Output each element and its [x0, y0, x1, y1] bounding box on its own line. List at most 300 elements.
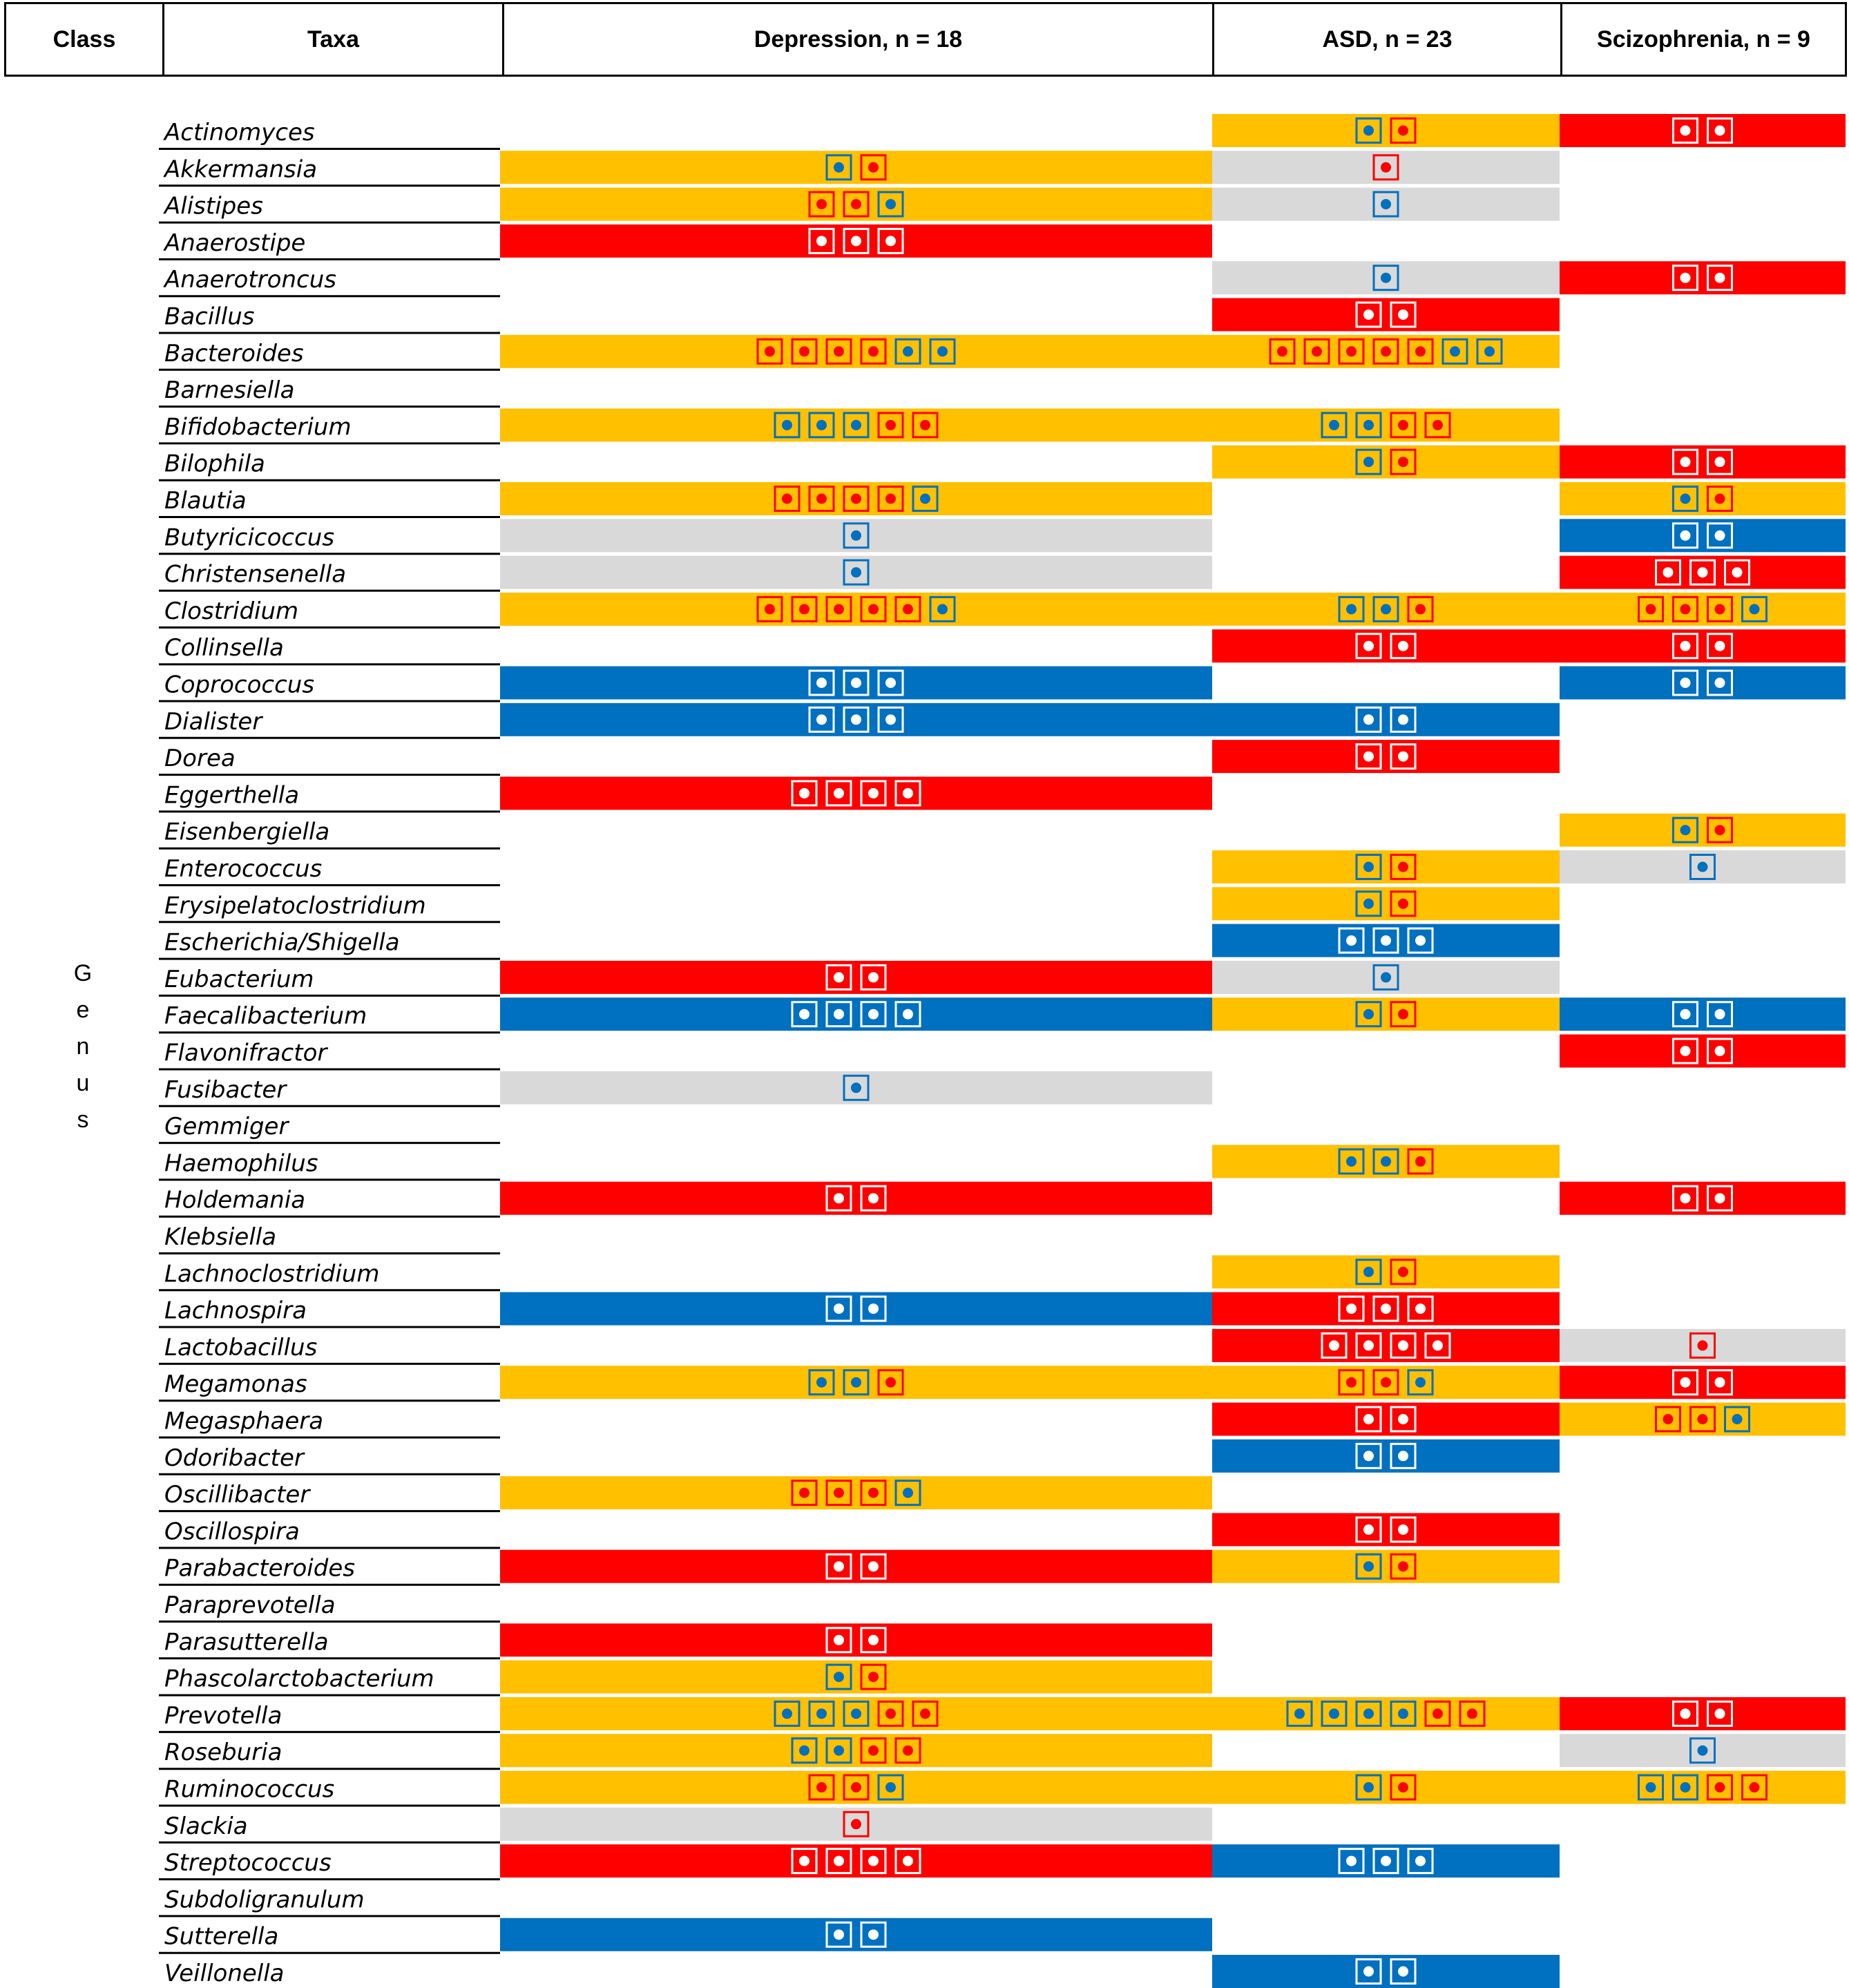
table-row [159, 1255, 1560, 1290]
table-row [159, 1182, 1846, 1217]
taxon-label: Parasutterella [164, 1628, 329, 1656]
taxon-label: Bacteroides [164, 339, 304, 367]
increase-marker-dot [903, 604, 913, 614]
taxon-label: Holdemania [164, 1186, 306, 1214]
decrease-marker-dot [1363, 1561, 1374, 1571]
cell-band [1212, 1771, 1560, 1804]
increase-marker-dot [868, 1635, 879, 1645]
decrease-marker-dot [1329, 1708, 1339, 1719]
taxon-label: Lachnoclostridium [164, 1260, 380, 1288]
table-row [159, 335, 1560, 370]
decrease-marker-dot [1381, 935, 1391, 946]
taxon-label: Odoribacter [164, 1444, 304, 1472]
table-row [159, 1808, 1212, 1843]
decrease-marker-dot [799, 1009, 809, 1020]
decrease-marker-dot [885, 199, 896, 209]
decrease-marker-dot [834, 1746, 844, 1756]
decrease-marker-dot [937, 346, 948, 356]
cell-band [1212, 298, 1560, 332]
cell-band [1212, 1403, 1560, 1436]
decrease-marker-dot [885, 678, 896, 688]
increase-marker-dot [799, 604, 809, 614]
table-row [159, 1145, 1560, 1180]
table-row [159, 1592, 500, 1622]
increase-marker-dot [1363, 641, 1374, 651]
increase-marker-dot [1346, 1303, 1357, 1314]
increase-marker-dot [1467, 1708, 1477, 1719]
table-row [159, 667, 1846, 702]
cell-band [1560, 446, 1846, 479]
increase-marker-dot [799, 788, 809, 799]
taxon-label: Eisenbergiella [164, 818, 330, 846]
decrease-marker-dot [851, 678, 861, 688]
decrease-marker-dot [1363, 714, 1374, 725]
cell-band [1560, 593, 1846, 626]
decrease-marker-dot [834, 1672, 844, 1682]
increase-marker-dot [1398, 309, 1408, 320]
increase-marker-dot [1381, 346, 1391, 356]
increase-marker-dot [1398, 126, 1408, 136]
decrease-marker-dot [1381, 199, 1391, 209]
decrease-marker-dot [1398, 1451, 1408, 1461]
cell-band [500, 1844, 1212, 1877]
cell-band [1212, 1513, 1560, 1546]
increase-marker-dot [1346, 1377, 1357, 1388]
decrease-marker-dot [1381, 1156, 1391, 1167]
increase-marker-dot [903, 788, 913, 799]
increase-marker-dot [1398, 1414, 1408, 1424]
decrease-marker-dot [851, 531, 861, 541]
increase-marker-dot [885, 494, 896, 504]
increase-marker-dot [1363, 1340, 1374, 1350]
increase-marker-dot [1680, 641, 1691, 651]
increase-marker-dot [868, 346, 879, 356]
increase-marker-dot [1715, 273, 1725, 283]
decrease-marker-dot [1363, 420, 1374, 430]
increase-marker-dot [834, 346, 844, 356]
increase-marker-dot [1433, 420, 1443, 430]
cell-band [500, 961, 1212, 994]
increase-marker-dot [799, 346, 809, 356]
increase-marker-dot [885, 1377, 896, 1388]
increase-marker-dot [1398, 1267, 1408, 1277]
taxon-label: Christensenella [164, 560, 347, 589]
decrease-marker-dot [1381, 972, 1391, 982]
taxon-label: Blautia [164, 487, 247, 515]
increase-marker-dot [1398, 752, 1408, 762]
increase-marker-dot [834, 972, 844, 982]
table-row [159, 519, 1846, 554]
decrease-marker-dot [1346, 1856, 1357, 1866]
table-row [159, 376, 500, 407]
increase-marker-dot [1663, 567, 1674, 577]
table-row [159, 1476, 1212, 1511]
decrease-marker-dot [1363, 899, 1374, 909]
increase-marker-dot [1715, 825, 1725, 835]
class-label-letter: s [77, 1107, 89, 1133]
cell-band [500, 1661, 1212, 1694]
header-taxa: Taxa [162, 4, 502, 75]
increase-marker-dot [1363, 1525, 1374, 1535]
cell-band [1560, 482, 1846, 515]
decrease-marker-dot [1346, 1156, 1357, 1167]
taxon-label: Megamonas [164, 1370, 307, 1399]
increase-marker-dot [1715, 1708, 1725, 1719]
decrease-marker-dot [1381, 604, 1391, 614]
decrease-marker-dot [1680, 531, 1691, 541]
cell-band [500, 1734, 1212, 1767]
cell-band [1212, 703, 1560, 736]
decrease-marker-dot [1680, 825, 1691, 835]
increase-marker-dot [1381, 1303, 1391, 1314]
cell-band [1212, 1329, 1560, 1362]
table-row [159, 261, 1846, 296]
table-row [159, 1734, 1846, 1769]
taxon-label: Eggerthella [164, 781, 300, 810]
increase-marker-dot [1381, 162, 1391, 173]
increase-marker-dot [1398, 457, 1408, 467]
increase-marker-dot [1433, 1340, 1443, 1350]
increase-marker-dot [1398, 1009, 1408, 1020]
table-row [159, 1513, 1560, 1548]
increase-marker-dot [1750, 1782, 1760, 1793]
increase-marker-dot [868, 788, 879, 799]
taxon-label: Haemophilus [164, 1149, 318, 1178]
increase-marker-dot [799, 1488, 809, 1498]
decrease-marker-dot [1715, 531, 1725, 541]
cell-band [1560, 997, 1846, 1031]
decrease-marker-dot [903, 1488, 913, 1498]
taxon-label: Anaerotroncus [164, 266, 336, 294]
cell-band [1560, 667, 1846, 700]
table-row [159, 703, 1560, 738]
increase-marker-dot [1415, 1156, 1426, 1167]
decrease-marker-dot [1698, 862, 1708, 872]
taxon-label: Fusibacter [164, 1076, 287, 1104]
decrease-marker-dot [937, 604, 948, 614]
decrease-marker-dot [903, 1009, 913, 1020]
decrease-marker-dot [1381, 1856, 1391, 1866]
taxon-label: Subdoligranulum [164, 1886, 365, 1914]
cell-band [500, 997, 1212, 1031]
increase-marker-dot [782, 494, 792, 504]
increase-marker-dot [885, 236, 896, 246]
decrease-marker-dot [920, 494, 930, 504]
taxon-label: Parabacteroides [164, 1554, 355, 1583]
decrease-marker-dot [1363, 1708, 1374, 1719]
increase-marker-dot [1698, 1414, 1708, 1424]
taxon-label: Bacillus [164, 303, 255, 331]
taxon-label: Erysipelatoclostridium [164, 892, 426, 920]
cell-band [1560, 1697, 1846, 1730]
increase-marker-dot [1680, 126, 1691, 136]
increase-marker-dot [1363, 1414, 1374, 1424]
increase-marker-dot [1398, 1525, 1408, 1535]
cell-band [1212, 1255, 1560, 1288]
class-label-letter: u [76, 1070, 90, 1096]
cell-band [1212, 629, 1560, 662]
taxon-label: Faecalibacterium [164, 1002, 367, 1031]
table-row [159, 446, 1846, 481]
table-row [159, 1329, 1846, 1364]
decrease-marker-dot [1680, 1782, 1691, 1793]
increase-marker-dot [1329, 1340, 1339, 1350]
increase-marker-dot [868, 1856, 879, 1866]
increase-marker-dot [816, 494, 827, 504]
increase-marker-dot [868, 162, 879, 173]
cell-band [1212, 114, 1560, 147]
header-asd: ASD, n = 23 [1212, 4, 1560, 75]
increase-marker-dot [1415, 1303, 1426, 1314]
table-row [159, 1918, 1212, 1953]
cell-band [1212, 740, 1560, 773]
table-row [159, 408, 1560, 443]
increase-marker-dot [834, 1561, 844, 1571]
increase-marker-dot [1698, 1340, 1708, 1350]
increase-marker-dot [868, 1561, 879, 1571]
increase-marker-dot [1663, 1414, 1674, 1424]
increase-marker-dot [1646, 604, 1656, 614]
taxon-label: Lactobacillus [164, 1333, 318, 1361]
decrease-marker-dot [1363, 1451, 1374, 1461]
taxon-label: Streptococcus [164, 1849, 332, 1877]
decrease-marker-dot [834, 1929, 844, 1940]
decrease-marker-dot [1398, 714, 1408, 725]
table-row [159, 1035, 1846, 1070]
cell-band [1212, 997, 1560, 1031]
decrease-marker-dot [851, 420, 861, 430]
decrease-marker-dot [1363, 126, 1374, 136]
increase-marker-dot [816, 1782, 827, 1793]
increase-marker-dot [1715, 126, 1725, 136]
decrease-marker-dot [851, 1082, 861, 1093]
taxon-label: Dialister [164, 707, 262, 736]
decrease-marker-dot [816, 714, 827, 725]
increase-marker-dot [1715, 604, 1725, 614]
increase-marker-dot [851, 1819, 861, 1829]
increase-marker-dot [868, 1488, 879, 1498]
increase-marker-dot [868, 1672, 879, 1682]
taxon-label: Bilophila [164, 450, 265, 478]
decrease-marker-dot [1732, 1414, 1743, 1424]
table-row [159, 224, 1212, 260]
taxon-label: Eubacterium [164, 965, 314, 993]
increase-marker-dot [851, 199, 861, 209]
decrease-marker-dot [1346, 604, 1357, 614]
table-row [159, 997, 1846, 1033]
decrease-marker-dot [816, 420, 827, 430]
increase-marker-dot [816, 199, 827, 209]
increase-marker-dot [799, 1856, 809, 1866]
increase-marker-dot [1680, 1708, 1691, 1719]
increase-marker-dot [851, 236, 861, 246]
decrease-marker-dot [816, 1708, 827, 1719]
decrease-marker-dot [851, 1377, 861, 1388]
decrease-marker-dot [1680, 1009, 1691, 1020]
cell-band [1212, 850, 1560, 883]
increase-marker-dot [868, 1746, 879, 1756]
increase-marker-dot [851, 1782, 861, 1793]
decrease-marker-dot [1715, 678, 1725, 688]
increase-marker-dot [1415, 604, 1426, 614]
taxon-label: Escherichia/Shigella [164, 928, 400, 957]
increase-marker-dot [903, 1856, 913, 1866]
cell-band [1560, 1771, 1846, 1804]
increase-marker-dot [1680, 457, 1691, 467]
increase-marker-dot [1415, 346, 1426, 356]
taxon-label: Gemmiger [164, 1113, 289, 1141]
table-row [159, 850, 1846, 886]
table-row [159, 961, 1560, 996]
cell-band [500, 1550, 1212, 1583]
taxon-label: Prevotella [164, 1701, 282, 1730]
increase-marker-dot [765, 604, 775, 614]
increase-marker-dot [1433, 1708, 1443, 1719]
decrease-marker-dot [1381, 273, 1391, 283]
taxon-label: Coprococcus [164, 671, 315, 699]
decrease-marker-dot [1363, 457, 1374, 467]
table-row [159, 1113, 500, 1143]
cell-band [500, 151, 1212, 184]
table-row [159, 1550, 1560, 1585]
decrease-marker-dot [1363, 1967, 1374, 1977]
table-row [159, 740, 1560, 775]
cell-band [1212, 1955, 1560, 1988]
class-label-letter: G [73, 960, 93, 986]
cell-band [500, 335, 1212, 368]
taxon-label: Clostridium [164, 597, 299, 625]
cell-band [1560, 1366, 1846, 1399]
table-row [159, 1440, 1560, 1475]
table-row [159, 776, 1212, 812]
decrease-marker-dot [1680, 494, 1691, 504]
increase-marker-dot [1680, 604, 1691, 614]
increase-marker-dot [1715, 641, 1725, 651]
increase-marker-dot [834, 604, 844, 614]
increase-marker-dot [1398, 1782, 1408, 1793]
decrease-marker-dot [1715, 1009, 1725, 1020]
table-row [159, 188, 1560, 223]
decrease-marker-dot [1698, 1746, 1708, 1756]
increase-marker-dot [1680, 273, 1691, 283]
increase-marker-dot [868, 972, 879, 982]
increase-marker-dot [834, 1488, 844, 1498]
increase-marker-dot [1398, 1561, 1408, 1571]
increase-marker-dot [1680, 1193, 1691, 1203]
decrease-marker-dot [1398, 1967, 1408, 1977]
cell-band [1212, 1697, 1560, 1730]
increase-marker-dot [903, 1746, 913, 1756]
taxon-label: Bifidobacterium [164, 413, 352, 441]
decrease-marker-dot [868, 1929, 879, 1940]
increase-marker-dot [1381, 1377, 1391, 1388]
increase-marker-dot [885, 1708, 896, 1719]
decrease-marker-dot [868, 1009, 879, 1020]
cell-band [1212, 1440, 1560, 1473]
decrease-marker-dot [885, 714, 896, 725]
increase-marker-dot [851, 494, 861, 504]
decrease-marker-dot [1363, 862, 1374, 872]
table-row [159, 1661, 1212, 1696]
cell-band [1560, 1182, 1846, 1215]
increase-marker-dot [834, 788, 844, 799]
decrease-marker-dot [816, 1377, 827, 1388]
decrease-marker-dot [834, 162, 844, 173]
decrease-marker-dot [851, 714, 861, 725]
increase-marker-dot [1698, 567, 1708, 577]
decrease-marker-dot [851, 1708, 861, 1719]
cell-band [500, 776, 1212, 810]
cell-band [1560, 261, 1846, 294]
decrease-marker-dot [1329, 420, 1339, 430]
increase-marker-dot [1715, 1193, 1725, 1203]
decrease-marker-dot [1363, 1267, 1374, 1277]
table-row [159, 1223, 500, 1254]
increase-marker-dot [834, 1856, 844, 1866]
decrease-marker-dot [1680, 678, 1691, 688]
table-row [159, 1623, 1212, 1659]
taxon-label: Dorea [164, 745, 236, 773]
decrease-marker-dot [799, 1746, 809, 1756]
table-row [159, 1844, 1560, 1880]
table-row [159, 482, 1846, 517]
table-row [164, 1955, 1560, 1988]
taxon-label: Slackia [164, 1812, 248, 1840]
increase-marker-dot [1398, 1340, 1408, 1350]
taxon-label: Lachnospira [164, 1297, 307, 1325]
decrease-marker-dot [1750, 604, 1760, 614]
increase-marker-dot [816, 236, 827, 246]
table-row [159, 298, 1560, 334]
increase-marker-dot [1363, 752, 1374, 762]
decrease-marker-dot [782, 1708, 792, 1719]
taxon-label: Enterococcus [164, 855, 323, 883]
table-row [159, 1886, 500, 1916]
taxon-label: Megasphaera [164, 1407, 324, 1435]
increase-marker-dot [1312, 346, 1322, 356]
taxon-label: Paraprevotella [164, 1592, 336, 1619]
table-row [159, 887, 1560, 922]
table-row [159, 814, 1846, 849]
increase-marker-dot [1715, 1046, 1725, 1056]
decrease-marker-dot [834, 1303, 844, 1314]
header-class: Class [52, 26, 116, 52]
increase-marker-dot [920, 1708, 930, 1719]
increase-marker-dot [1398, 862, 1408, 872]
increase-marker-dot [834, 1635, 844, 1645]
cell-band [1560, 814, 1846, 847]
table-row [159, 114, 1846, 149]
taxon-label: Roseburia [164, 1739, 282, 1767]
cell-band [500, 1623, 1212, 1656]
taxon-label: Ruminococcus [164, 1775, 335, 1804]
taxon-label: Veillonella [164, 1960, 285, 1987]
taxon-label: Collinsella [164, 634, 284, 662]
decrease-marker-dot [1415, 1377, 1426, 1388]
increase-marker-dot [868, 604, 879, 614]
cell-band [1212, 887, 1560, 920]
cell-band [1212, 1550, 1560, 1583]
class-label-letter: e [76, 997, 90, 1023]
table-row [159, 1292, 1560, 1328]
decrease-marker-dot [885, 1782, 896, 1793]
decrease-marker-dot [1363, 1009, 1374, 1020]
cell-band [1560, 1035, 1846, 1068]
decrease-marker-dot [1484, 346, 1495, 356]
taxon-label: Anaerostipe [164, 229, 306, 257]
cell-band [500, 1182, 1212, 1215]
increase-marker-dot [1363, 309, 1374, 320]
